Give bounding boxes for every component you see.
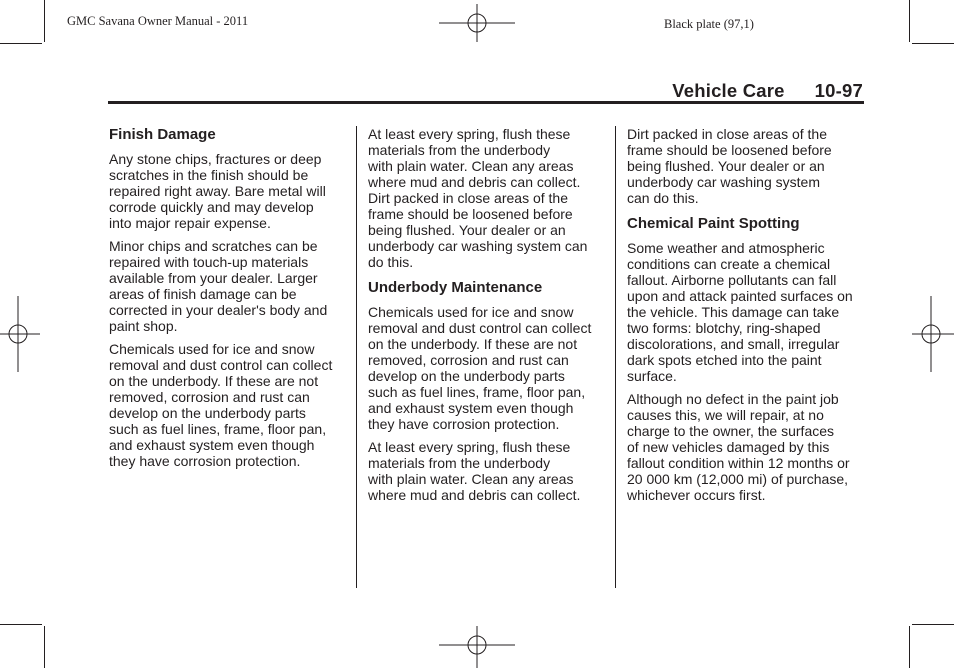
page-number: 10-97 [814, 80, 863, 101]
text-line: dark spots etched into the paint [627, 352, 822, 368]
text-line: develop on the underbody parts [368, 368, 565, 384]
registration-mark-top [439, 4, 515, 42]
header-rule [108, 101, 864, 104]
text-line: available from your dealer. Larger [109, 270, 318, 286]
column-divider [356, 126, 357, 588]
text-line: frame should be loosened before [627, 142, 832, 158]
text-line: being flushed. Your dealer or an [368, 222, 566, 238]
text-line: being flushed. Your dealer or an [627, 158, 825, 174]
text-line: whichever occurs first. [627, 487, 766, 503]
heading-underbody-maintenance: Underbody Maintenance [368, 279, 543, 296]
text-line: they have corrosion protection. [109, 453, 301, 469]
section-title: Vehicle Care [672, 80, 785, 101]
running-header [672, 80, 863, 102]
crop-mark [909, 626, 910, 668]
paragraph [368, 126, 608, 270]
paragraph [109, 341, 349, 469]
paragraph [627, 240, 867, 384]
paragraph [627, 126, 867, 206]
text-line: where mud and debris can collect. [368, 487, 581, 503]
text-line: removal and dust control can collect [109, 357, 333, 373]
text-line: two forms: blotchy, ring-shaped [627, 320, 821, 336]
text-line: where mud and debris can collect. [368, 174, 581, 190]
text-line: into major repair expense. [109, 215, 271, 231]
text-line: scratches in the finish should be [109, 167, 309, 183]
text-line: Dirt packed in close areas of the [368, 190, 568, 206]
plate-info-manual: GMC Savana Owner Manual - 2011 [67, 14, 249, 28]
text-line: discolorations, and small, irregular [627, 336, 840, 352]
text-line: corrected in your dealer's body and [109, 302, 328, 318]
paragraph [368, 304, 608, 432]
text-line: Any stone chips, fractures or deep [109, 151, 322, 167]
text-line: and exhaust system even though [368, 400, 574, 416]
text-line: paint shop. [109, 318, 178, 334]
text-line: and exhaust system even though [109, 437, 315, 453]
text-line: corrode quickly and may develop [109, 199, 314, 215]
text-line: materials from the underbody [368, 455, 551, 471]
plate-info-plate: Black plate (97,1) [664, 17, 754, 31]
crop-mark [909, 0, 910, 42]
column-1 [109, 126, 349, 476]
text-line: conditions can create a chemical [627, 256, 831, 272]
paragraph [627, 391, 867, 503]
text-line: Dirt packed in close areas of the [627, 126, 827, 142]
text-line: Although no defect in the paint job [627, 391, 839, 407]
crop-mark [0, 624, 42, 625]
crop-mark [912, 43, 954, 44]
text-line: repaired with touch-up materials [109, 254, 309, 270]
text-line: At least every spring, flush these [368, 439, 571, 455]
paragraph [368, 439, 608, 503]
text-line: with plain water. Clean any areas [368, 158, 574, 174]
text-line: materials from the underbody [368, 142, 551, 158]
text-line: they have corrosion protection. [368, 416, 560, 432]
text-line: such as fuel lines, frame, floor pan, [368, 384, 586, 400]
text-line: upon and attack painted surfaces on [627, 288, 853, 304]
crop-mark [44, 0, 45, 42]
text-line: can do this. [627, 190, 699, 206]
registration-mark-bottom [439, 626, 515, 668]
registration-mark-left [0, 296, 40, 372]
text-line: surface. [627, 368, 677, 384]
text-line: develop on the underbody parts [109, 405, 306, 421]
text-line: the vehicle. This damage can take [627, 304, 840, 320]
text-line: repaired right away. Bare metal will [109, 183, 326, 199]
crop-mark [44, 626, 45, 668]
text-line: such as fuel lines, frame, floor pan, [109, 421, 327, 437]
text-line: underbody car washing system [627, 174, 820, 190]
text-line: charge to the owner, the surfaces [627, 423, 835, 439]
text-line: do this. [368, 254, 414, 270]
text-line: on the underbody. If these are not [368, 336, 578, 352]
text-line: 20 000 km (12,000 mi) of purchase, [627, 471, 849, 487]
text-line: fallout. Airborne pollutants can fall [627, 272, 837, 288]
text-line: frame should be loosened before [368, 206, 573, 222]
text-line: areas of finish damage can be [109, 286, 297, 302]
text-line: removal and dust control can collect [368, 320, 592, 336]
text-line: removed, corrosion and rust can [368, 352, 569, 368]
heading-finish-damage: Finish Damage [109, 126, 216, 143]
text-line: underbody car washing system can [368, 238, 588, 254]
text-line: At least every spring, flush these [368, 126, 571, 142]
text-line: Some weather and atmospheric [627, 240, 825, 256]
text-line: of new vehicles damaged by this [627, 439, 830, 455]
text-line: Minor chips and scratches can be [109, 238, 318, 254]
text-line: causes this, we will repair, at no [627, 407, 824, 423]
text-line: with plain water. Clean any areas [368, 471, 574, 487]
paragraph [109, 238, 349, 334]
registration-mark-right [912, 296, 954, 372]
crop-mark [912, 624, 954, 625]
text-line: fallout condition within 12 months or [627, 455, 850, 471]
text-line: removed, corrosion and rust can [109, 389, 310, 405]
text-line: Chemicals used for ice and snow [109, 341, 315, 357]
text-line: Chemicals used for ice and snow [368, 304, 574, 320]
paragraph [109, 151, 349, 231]
column-divider [615, 126, 616, 588]
column-3 [627, 126, 867, 510]
text-line: on the underbody. If these are not [109, 373, 319, 389]
column-2 [368, 126, 608, 510]
crop-mark [0, 43, 42, 44]
heading-chemical-paint-spotting: Chemical Paint Spotting [627, 215, 800, 232]
